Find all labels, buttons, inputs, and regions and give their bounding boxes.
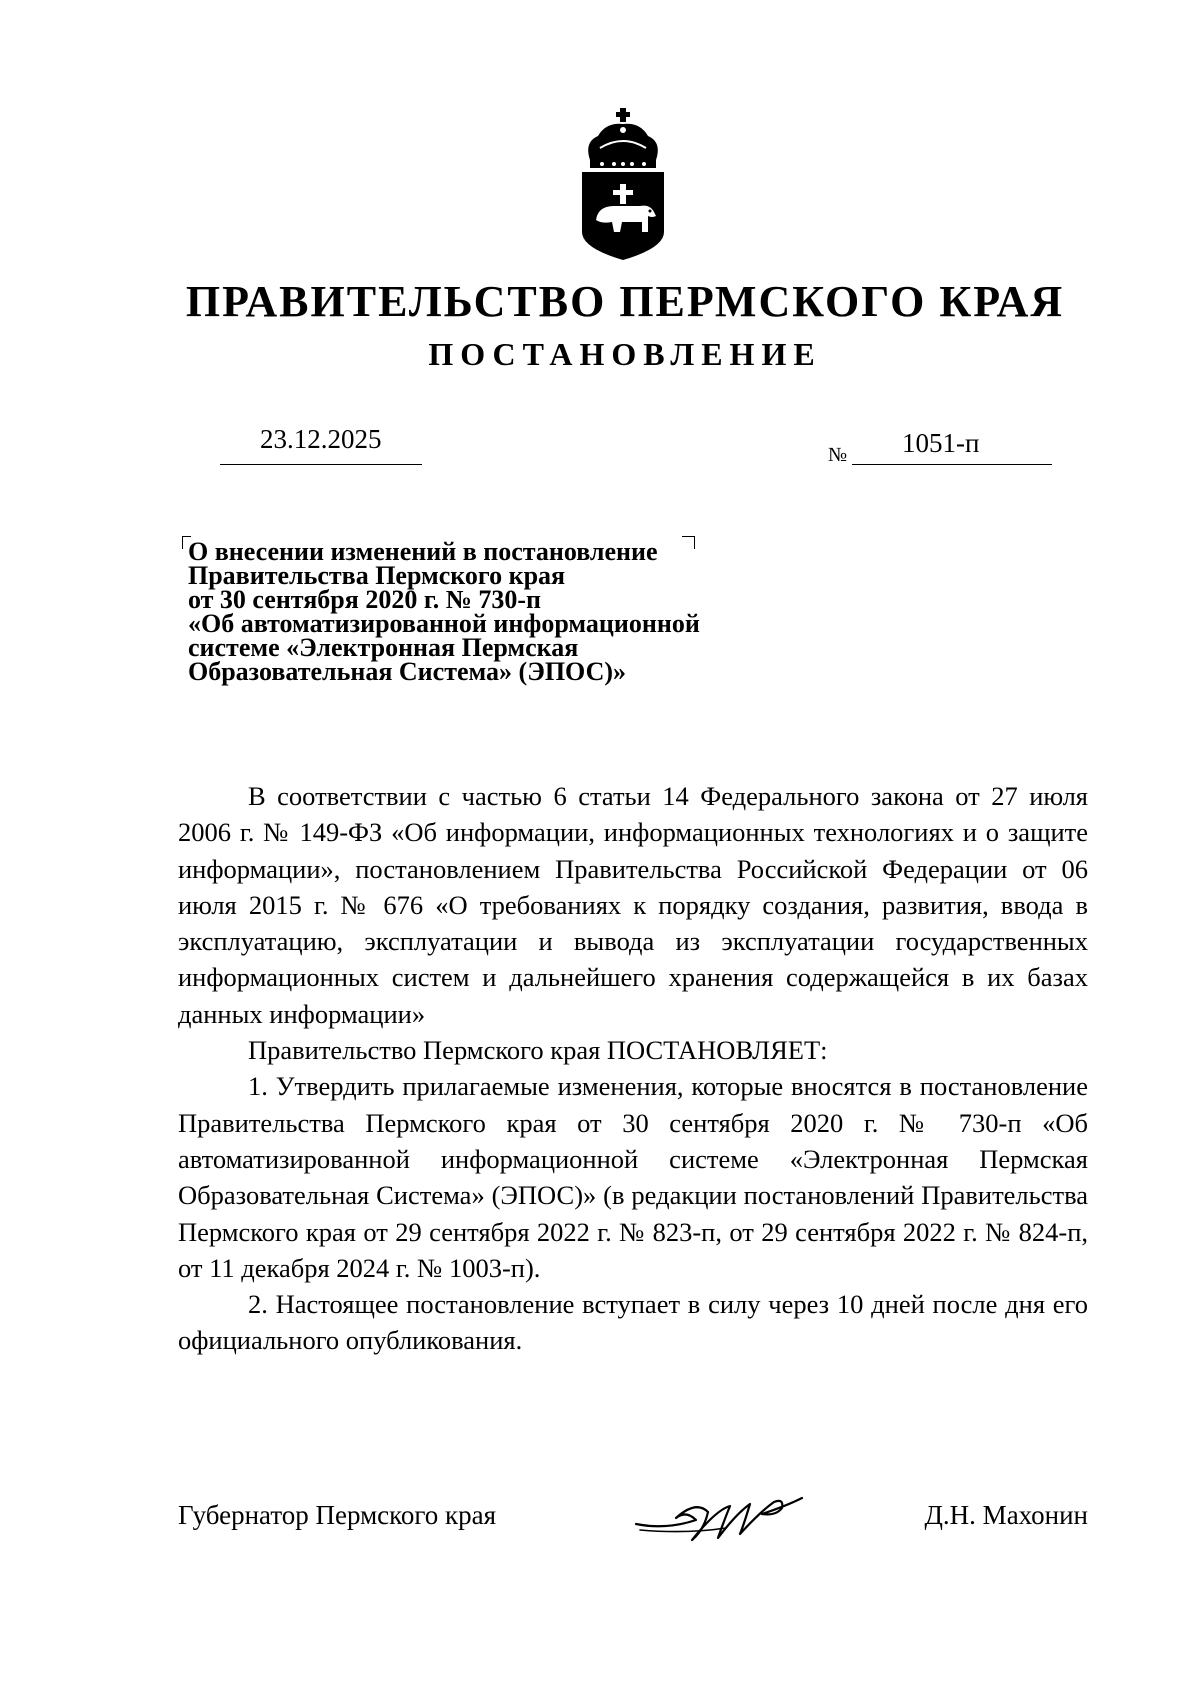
document-subject bbox=[188, 537, 808, 686]
document-type-heading: ПОСТАНОВЛЕНИЕ bbox=[428, 336, 822, 372]
body-paragraph: Правительство Пермского края ПОСТАНОВЛЯЕТ: bbox=[248, 1035, 828, 1066]
document-number-field bbox=[852, 422, 1052, 465]
body-paragraph: 1. Утвердить прилагаемые изменения, которые вносятся в постановление Правительства Пермского края от 30 сентября 2020 г. № 730-п «Об автоматизированной информационной системе «Электронная Пермская Образовательная Система» (ЭПОС)» (в редакции постановлений Правительства Пермского края от 29 сентября 2022 г. № 823-п, от 29 сентября 2022 г. № 824-п, от 11 декабря 2024 г. № 1003-п). bbox=[178, 1071, 1088, 1283]
document-number: 1051-п bbox=[902, 428, 980, 458]
subject-line: от 30 сентября 2020 г. № 730-п bbox=[188, 585, 541, 614]
document-date: 23.12.2025 bbox=[260, 424, 382, 454]
body-paragraph: 2. Настоящее постановление вступает в силу через 10 дней после дня его официального опубликования. bbox=[178, 1289, 1088, 1356]
subject-line: «Об автоматизированной информационной bbox=[188, 609, 700, 638]
organization-title: ПРАВИТЕЛЬСТВО ПЕРМСКОГО КРАЯ bbox=[185, 277, 1065, 326]
subject-line: системе «Электронная Пермская bbox=[188, 633, 579, 662]
document-body bbox=[178, 778, 1088, 1359]
coat-of-arms-emblem bbox=[578, 108, 668, 260]
signer-name: Д.Н. Махонин bbox=[924, 1500, 1088, 1530]
signer-position: Губернатор Пермского края bbox=[178, 1500, 497, 1530]
document-date-field bbox=[220, 420, 422, 465]
subject-line: О внесении изменений в постановление bbox=[188, 537, 658, 566]
body-paragraph: В соответствии с частью 6 статьи 14 Федерального закона от 27 июля 2006 г. № 149-ФЗ «Об информации, информационных технологиях и о защите информации», постановлением Правительства Российской Федерации от 06 июля 2015 г. № 676 «О требованиях к порядку создания, развития, ввода в эксплуатацию, эксплуатации и вывода из эксплуатации государственных информационных систем и дальнейшего хранения содержащейся в их базах данных информации» bbox=[178, 781, 1088, 1029]
number-sign: № bbox=[828, 444, 848, 466]
handwritten-signature bbox=[626, 1490, 816, 1546]
subject-line: Правительства Пермского края bbox=[188, 561, 566, 590]
subject-line: Образовательная Система» (ЭПОС)» bbox=[188, 657, 627, 686]
